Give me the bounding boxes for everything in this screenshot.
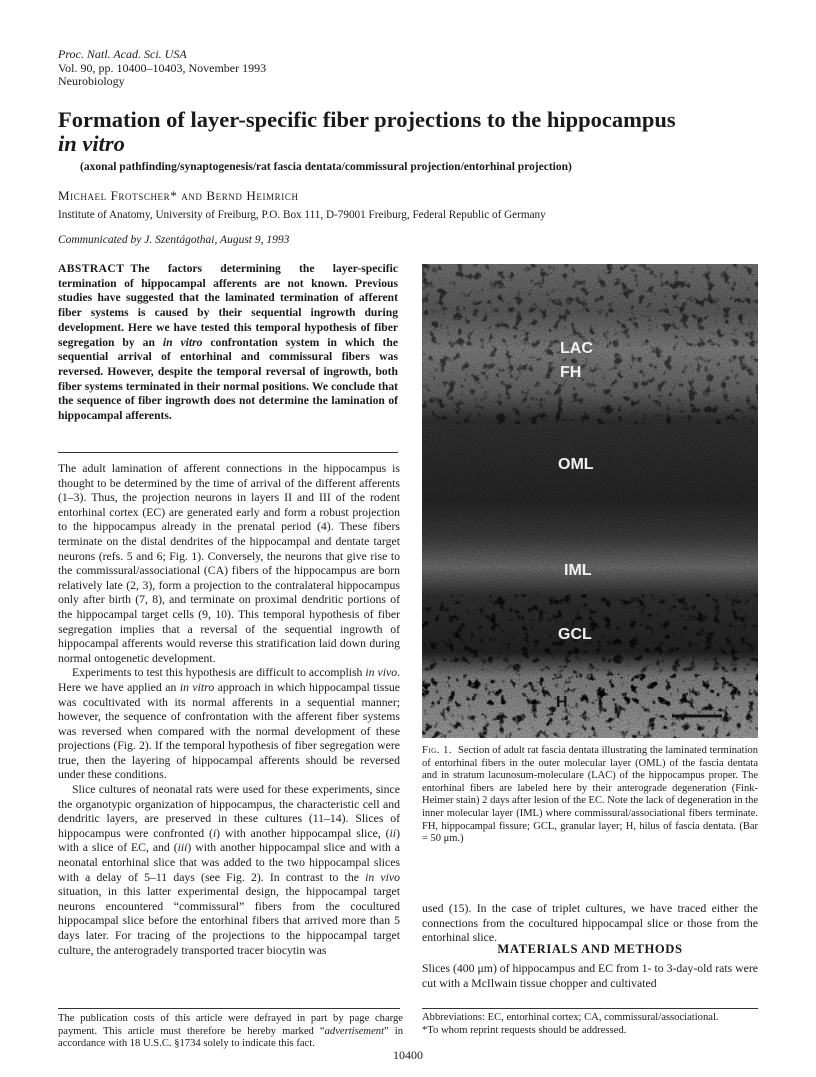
title-italic: in vitro bbox=[58, 131, 125, 156]
paragraph-1: The adult lamination of afferent connections in the hippocampus is thought to be determined by the time of arrival of the different afferents (1–3). Thus, the projection neurons in layers II and III of the rodent entorhinal cortex (EC) are generated early and form a robust projection to the hippocampus already in the prenatal period (4). These fibers terminate on the distal dendrites of the hippocampal and dentate target neurons (refs. 5 and 6; Fig. 1). Conversely, the neurons that give rise to the commissural/associational (CA) fibers of the hippocampus are born relatively late (2, 3), form a projection to the contralateral hippocampus only after birth (7, 8), and terminate on proximal dendritic portions of the hippocampal target cells (9, 10). This temporal hypothesis of fiber segregation implies that a reversal of the sequential ingrowth of hippocampal afferents would reverse this stratification laid down during normal ontogenetic development. bbox=[58, 462, 400, 665]
body-left-column bbox=[58, 462, 400, 958]
page-number: 10400 bbox=[393, 1048, 423, 1062]
abbreviations bbox=[422, 1012, 758, 1037]
p2-italic-1: in vivo bbox=[365, 666, 398, 680]
figure-1-caption bbox=[422, 745, 758, 846]
label-gcl: GCL bbox=[558, 626, 592, 643]
caption-text: Section of adult rat fascia dentata illustrating the laminated termination of entorhinal fibers in the outer molecular layer (OML) of the fascia dentata and in stratum lacunosum-moleculare (LAC) of the hippocampus proper. The entorhinal fibers are labeled here by their anterograde degeneration (Fink-Heimer stain) 2 days after lesion of the EC. Note the lack of degeneration in the inner molecular layer (IML) where commissural/associational fibers terminate. FH, hippocampal fissure; GCL, granular layer; H, hilus of fascia dentata. (Bar = 50 μm.) bbox=[422, 745, 758, 845]
abbreviations-line: Abbreviations: EC, entorhinal cortex; CA, commissural/associational. bbox=[422, 1012, 719, 1023]
abstract bbox=[58, 262, 398, 424]
abstract-italic: in vitro bbox=[162, 335, 203, 349]
keywords: (axonal pathfinding/synaptogenesis/rat fascia dentata/commissural projection/entorhinal projection) bbox=[80, 161, 572, 173]
p3-text-c: ) with a slice of EC, and ( bbox=[58, 826, 400, 855]
paragraph-2 bbox=[58, 666, 400, 783]
abstract-text-a: The factors determining the layer-specific termination of hippocampal afferents are not known. Previous studies have suggested that the laminated termination of afferent fiber systems is caused by their sequential ingrowth during development. Here we have tested this temporal hypothesis of fiber segregation by an bbox=[58, 262, 398, 349]
p2-text-a: Experiments to test this hypothesis are difficult to accomplish bbox=[72, 666, 366, 680]
footnote-divider bbox=[58, 1008, 400, 1009]
article-title bbox=[58, 108, 758, 156]
p3-roman-ii: ii bbox=[389, 826, 397, 840]
p3-text-b: ) with another hippocampal slice, ( bbox=[216, 826, 390, 840]
institution: Institute of Anatomy, University of Freiburg, P.O. Box 111, D-79001 Freiburg, Federal Republic of Germany bbox=[58, 209, 546, 221]
methods-text: Slices (400 μm) of hippocampus and EC from 1- to 3-day-old rats were cut with a McIlwain tissue chopper and cultivated bbox=[422, 962, 758, 990]
p3-roman-iii: iii bbox=[177, 841, 188, 855]
section-heading-methods: MATERIALS AND METHODS bbox=[497, 942, 683, 956]
p3-text-e: situation, in this latter experimental design, the hippocampal target neurons encountered “commissural” fibers from the cocultured hippocampal slice before the entorhinal fibers that arrived more than 5 days later. For tracing of the projections to the hippocampal target culture, the anterogradely transported tracer biocytin was bbox=[58, 885, 400, 957]
footnote-italic: advertisement bbox=[324, 1025, 385, 1037]
footnote bbox=[58, 1013, 403, 1051]
authors: Michael Frotscher* and Bernd Heimrich bbox=[58, 188, 299, 203]
p2-italic-2: in vitro bbox=[179, 680, 215, 694]
label-lac: LAC bbox=[560, 340, 593, 357]
caption-tag: Fig. 1. bbox=[422, 745, 452, 756]
p3-text-a: Slice cultures of neonatal rats were used for these experiments, since the organotypic organization of hippocampus, the characteristic cell and dendritic layers, are preserved in these cultures (11–14). Slices of hippocampus were confronted ( bbox=[58, 783, 400, 840]
p3-roman-i: i bbox=[212, 826, 217, 840]
journal-name: Proc. Natl. Acad. Sci. USA bbox=[58, 47, 187, 61]
p3-italic: in vivo bbox=[365, 870, 400, 884]
abstract-label: ABSTRACT bbox=[58, 262, 125, 275]
journal-header bbox=[58, 48, 266, 89]
micrograph-image bbox=[422, 264, 758, 738]
paragraph-3 bbox=[58, 783, 400, 958]
label-fh: FH bbox=[560, 364, 582, 381]
p2-text-c: approach in which hippocampal tissue was cocultivated with its normal afferents in a sequential manner; however, the sequence of confrontation with the afferent fiber systems was reversed when compared with the normal development of these projections (Fig. 2). If the temporal hypothesis of fiber segregation were true, then the layering of hippocampal afferents should be reversed under these conditions. bbox=[58, 680, 400, 782]
abbreviations-divider bbox=[422, 1008, 758, 1009]
footnote-text-b: ” in accordance with 18 U.S.C. §1734 solely to indicate this fact. bbox=[58, 1025, 404, 1049]
abstract-text-b: confrontation system in which the sequential arrival of entorhinal and commissural fibers was reversed. However, despite the temporal reversal of ingrowth, both fiber systems terminated in their normal positions. We conclude that the sequence of fiber ingrowth does not determine the lamination of hippocampal afferents. bbox=[58, 335, 398, 423]
journal-section: Neurobiology bbox=[58, 74, 125, 88]
right-column-continuation: used (15). In the case of triplet cultures, we have traced either the connections from the cocultured hippocampal slice or those from the entorhinal slice. bbox=[422, 902, 758, 945]
communicated-by: Communicated by J. Szentágothai, August 9, 1993 bbox=[58, 234, 290, 246]
footnote-text-a: The publication costs of this article were defrayed in part by page charge payment. This article must therefore be hereby marked “ bbox=[58, 1013, 403, 1037]
journal-volume: Vol. 90, pp. 10400–10403, November 1993 bbox=[58, 60, 267, 75]
label-iml: IML bbox=[564, 562, 592, 579]
figure-1-micrograph bbox=[422, 264, 758, 738]
label-oml: OML bbox=[558, 456, 594, 473]
reprint-note: *To whom reprint requests should be addressed. bbox=[422, 1024, 627, 1036]
p2-text-b: . Here we have applied an bbox=[58, 666, 401, 694]
title-main: Formation of layer-specific fiber projections to the hippocampus bbox=[58, 107, 676, 132]
label-h: H bbox=[556, 694, 568, 711]
p3-text-d: ) with another hippocampal slice and with a neonatal entorhinal slice that was added to the two hippocampal slices with a delay of 5–11 days (see Fig. 2). In contrast to the bbox=[58, 841, 400, 884]
abstract-divider bbox=[58, 452, 398, 453]
